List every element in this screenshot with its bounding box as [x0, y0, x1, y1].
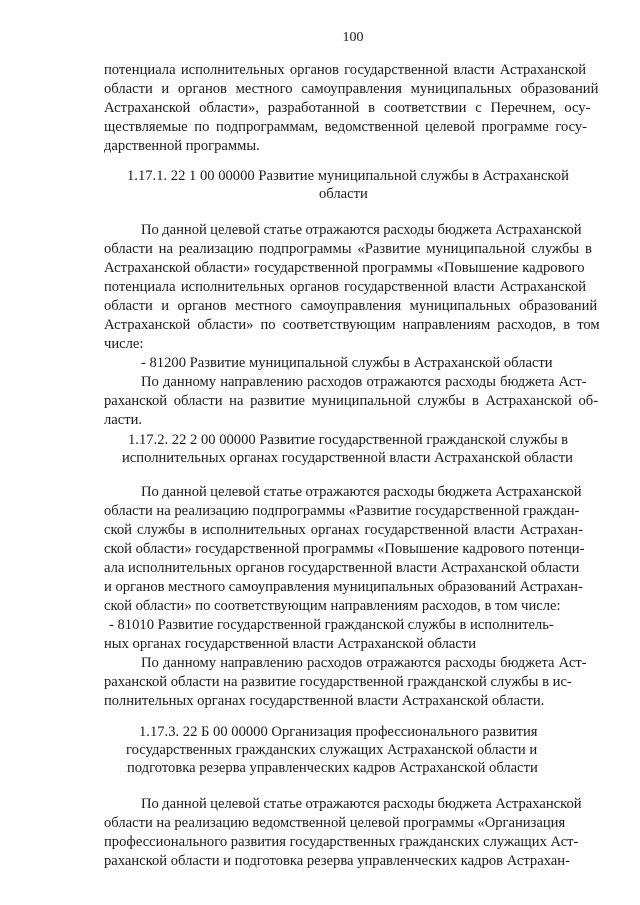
paragraph-line: числе: [104, 336, 144, 352]
paragraph-line: Астраханской области» государственной программы «Повышение кадрового [104, 260, 585, 276]
intro-line: области и органов местного самоуправления муниципальных образований [104, 81, 599, 97]
section-heading: 1.17.3. 22 Б 00 00000 Организация профессионального развития [139, 724, 538, 740]
paragraph-line: ской службы в исполнительных органах государственной власти Астрахан- [104, 522, 583, 538]
paragraph-line: раханской области на развитие государственной гражданской службы в ис- [104, 674, 572, 690]
paragraph-line: области и органов местного самоуправления муниципальных образований [104, 298, 598, 314]
page-number: 100 [342, 30, 364, 45]
paragraph-line: - 81200 Развитие муниципальной службы в Астраханской области [141, 355, 553, 371]
paragraph-line: ской области» государственной программы «Повышение кадрового потенци- [104, 541, 585, 557]
paragraph-line: раханской области и подготовка резерва управленческих кадров Астрахан- [104, 853, 570, 869]
section-heading: области [319, 186, 368, 202]
intro-line: Астраханской области», разработанной в соответствии с Перечнем, осу- [104, 100, 591, 116]
paragraph-line: Астраханской области» по соответствующим направлениям расходов, в том [104, 317, 600, 333]
paragraph-line: ала исполнительных органов государственной власти Астраханской области [104, 560, 580, 576]
paragraph-line: раханской области на развитие муниципальной службы в Астраханской об- [104, 393, 599, 409]
paragraph-line: потенциала исполнительных органов государственной власти Астраханской [104, 279, 587, 295]
section-heading: государственных гражданских служащих Астраханской области и [126, 742, 538, 758]
paragraph-line: По данной целевой статье отражаются расходы бюджета Астраханской [141, 484, 582, 500]
paragraph-line: По данной целевой статье отражаются расходы бюджета Астраханской [141, 796, 582, 812]
paragraph-line: области на реализацию подпрограммы «Развитие муниципальной службы в [104, 241, 592, 257]
paragraph-line: профессионального развития государственных гражданских служащих Аст- [104, 834, 579, 850]
paragraph-line: области на реализацию ведомственной целевой программы «Организация [104, 815, 566, 831]
paragraph-line: ных органах государственной власти Астраханской области [104, 636, 477, 652]
intro-line: потенциала исполнительных органов государственной власти Астраханской [104, 62, 587, 78]
section-heading: подготовка резерва управленческих кадров Астраханской области [127, 760, 538, 776]
paragraph-line: ласти. [104, 412, 143, 428]
paragraph-line: ской области» по соответствующим направлениям расходов, в том числе: [104, 598, 561, 614]
paragraph-line: области на реализацию подпрограммы «Развитие государственной граждан- [104, 503, 580, 519]
section-heading: 1.17.1. 22 1 00 00000 Развитие муниципальной службы в Астраханской [127, 168, 569, 184]
paragraph-line: и органов местного самоуправления муниципальных образований Астрахан- [104, 579, 583, 595]
intro-line: ществляемые по подпрограммам, ведомственной целевой программе госу- [104, 119, 588, 135]
paragraph-line: - 81010 Развитие государственной гражданской службы в исполнитель- [109, 617, 554, 633]
paragraph-line: По данной целевой статье отражаются расходы бюджета Астраханской [141, 222, 582, 238]
paragraph-line: полнительных органах государственной власти Астраханской области. [104, 693, 545, 709]
section-heading: 1.17.2. 22 2 00 00000 Развитие государственной гражданской службы в [128, 432, 569, 448]
paragraph-line: По данному направлению расходов отражаются расходы бюджета Аст- [141, 655, 587, 671]
paragraph-line: По данному направлению расходов отражаются расходы бюджета Аст- [141, 374, 587, 390]
section-heading: исполнительных органах государственной власти Астраханской области [122, 450, 573, 466]
intro-line: дарственной программы. [104, 138, 260, 154]
